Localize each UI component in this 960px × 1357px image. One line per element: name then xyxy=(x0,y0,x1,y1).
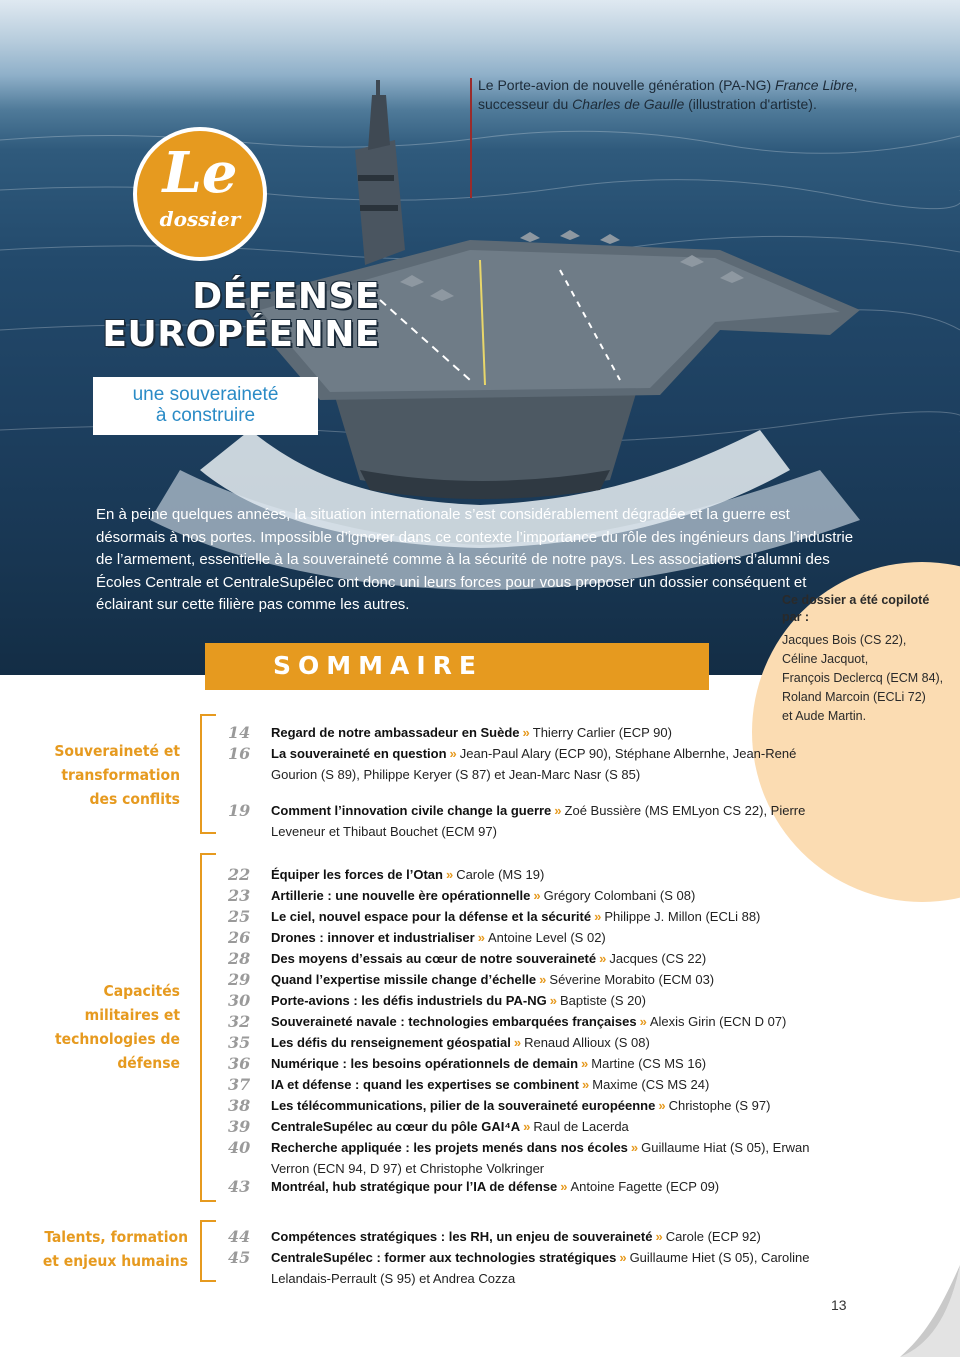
entry-authors: Christophe (S 97) xyxy=(668,1098,771,1113)
entry-authors: Antoine Fagette (ECP 09) xyxy=(570,1179,720,1194)
entry-authors: Guillaume Hiet (S 05), Caroline Lelandais-Perrault (S 95) et Andrea Cozza xyxy=(271,1250,810,1286)
entry-authors: Guillaume Hiat (S 05), Erwan Verron (ECN 94, D 97) et Christophe Volkringer xyxy=(271,1140,810,1176)
chevron-right-icon: » xyxy=(655,1229,663,1244)
entry-title: Équiper les forces de l’Otan xyxy=(271,867,443,882)
entry-text xyxy=(271,1137,831,1179)
copilot-box xyxy=(782,592,952,726)
entry-title: Numérique : les besoins opérationnels de demain xyxy=(271,1056,579,1071)
chevron-right-icon: » xyxy=(599,951,607,966)
entry-text xyxy=(271,1176,831,1197)
section-label-talents: Talents, formation et enjeux humains xyxy=(42,1228,188,1270)
entry-title: CentraleSupélec : former aux technologies stratégiques xyxy=(271,1250,617,1265)
entry-page-number: 38 xyxy=(228,1096,251,1115)
entry-authors: Alexis Girin (ECN D 07) xyxy=(649,1014,787,1029)
entry-text xyxy=(271,800,831,842)
entry-authors: Zoé Bussière (MS EMLyon CS 22), Pierre Leveneur et Thibaut Bouchet (ECM 97) xyxy=(271,803,806,839)
chevron-right-icon: » xyxy=(658,1098,666,1113)
chevron-right-icon: » xyxy=(539,972,547,987)
entry-text xyxy=(271,990,831,1011)
subtitle-line-1: une souveraineté xyxy=(132,384,279,405)
entry-authors: Jacques (CS 22) xyxy=(609,951,707,966)
subtitle-line-2: à construire xyxy=(155,405,256,426)
entry-authors: Martine (CS MS 16) xyxy=(591,1056,707,1071)
title-line-2: EUROPÉENNE xyxy=(102,314,380,355)
chevron-right-icon: » xyxy=(639,1014,647,1029)
chevron-right-icon: » xyxy=(445,867,454,882)
entry-title: CentraleSupélec au cœur du pôle GAI⁴A xyxy=(271,1119,521,1134)
entry-authors: Maxime (CS MS 24) xyxy=(592,1077,710,1092)
entry-text xyxy=(271,927,831,948)
entry-text xyxy=(271,722,831,743)
copilot-name: François Declercq (ECM 84), xyxy=(782,671,944,685)
entry-authors: Renaud Allioux (S 08) xyxy=(524,1035,650,1050)
entry-authors: Raul de Lacerda xyxy=(533,1119,629,1134)
copilot-heading: Ce dossier a été copiloté par : xyxy=(782,593,930,624)
entry-authors: Baptiste (S 20) xyxy=(559,993,646,1008)
entry-text xyxy=(271,1095,831,1116)
entry-text xyxy=(271,864,831,885)
entry-page-number: 40 xyxy=(228,1138,251,1157)
entry-text xyxy=(271,1032,831,1053)
chevron-right-icon: » xyxy=(554,803,562,818)
entry-title: Porte-avions : les défis industriels du PA-NG xyxy=(271,993,547,1008)
entry-text xyxy=(271,743,831,785)
entry-authors: Jean-Paul Alary (ECP 90), Stéphane Albernhe, Jean-René Gourion (S 89), Philippe Keryer (S 87) et Jean-Marc Nasr (S 85) xyxy=(271,746,797,782)
chevron-right-icon: » xyxy=(522,725,530,740)
entry-page-number: 23 xyxy=(228,886,251,905)
entry-page-number: 26 xyxy=(228,928,251,947)
dossier-title xyxy=(40,278,380,354)
copilot-name: Céline Jacquot, xyxy=(782,652,869,666)
section-label-capacites: Capacités militaires et technologies de défense xyxy=(54,982,180,1072)
entry-title: Regard de notre ambassadeur en Suède xyxy=(271,725,520,740)
entry-title: Quand l’expertise missile change d’échelle xyxy=(271,972,537,987)
entry-page-number: 45 xyxy=(228,1248,251,1267)
chevron-right-icon: » xyxy=(523,1119,531,1134)
chevron-right-icon: » xyxy=(477,930,485,945)
entry-page-number: 44 xyxy=(228,1227,251,1246)
chevron-right-icon: » xyxy=(549,993,557,1008)
entry-title: Souveraineté navale : technologies embarquées françaises xyxy=(271,1014,637,1029)
section-bracket xyxy=(200,1220,216,1282)
badge-dossier: dossier xyxy=(159,207,241,231)
entry-page-number: 37 xyxy=(228,1075,251,1094)
entry-page-number: 25 xyxy=(228,907,251,926)
chevron-right-icon: » xyxy=(582,1077,590,1092)
page-curl-decoration xyxy=(880,1265,960,1357)
entry-text xyxy=(271,1053,831,1074)
entry-title: Les télécommunications, pilier de la souveraineté européenne xyxy=(271,1098,656,1113)
entry-page-number: 22 xyxy=(228,865,251,884)
entry-page-number: 39 xyxy=(228,1117,251,1136)
entry-page-number: 19 xyxy=(228,801,251,820)
entry-title: Les défis du renseignement géospatial xyxy=(271,1035,511,1050)
chevron-right-icon: » xyxy=(533,888,541,903)
entry-title: Artillerie : une nouvelle ère opérationnelle xyxy=(271,888,531,903)
entry-title: IA et défense : quand les expertises se combinent xyxy=(271,1077,580,1092)
entry-page-number: 36 xyxy=(228,1054,251,1073)
entry-text xyxy=(271,906,831,927)
badge-le: Le xyxy=(162,140,238,206)
section-label-souverainete: Souveraineté et transformation des conflits xyxy=(54,742,180,808)
entry-authors: Séverine Morabito (ECM 03) xyxy=(549,972,715,987)
entry-authors: Antoine Level (S 02) xyxy=(487,930,606,945)
entry-title: Le ciel, nouvel espace pour la défense et la sécurité xyxy=(271,909,592,924)
entry-authors: Thierry Carlier (ECP 90) xyxy=(532,725,672,740)
entry-text xyxy=(271,885,831,906)
copilot-name: Jacques Bois (CS 22), xyxy=(782,633,907,647)
section-bracket xyxy=(200,853,216,1202)
entry-page-number: 29 xyxy=(228,970,251,989)
copilot-name: Roland Marcoin (ECLi 72) xyxy=(782,690,926,704)
entry-text xyxy=(271,948,831,969)
entry-title: Compétences stratégiques : les RH, un enjeu de souveraineté xyxy=(271,1229,653,1244)
chevron-right-icon: » xyxy=(594,909,602,924)
chevron-right-icon: » xyxy=(619,1250,627,1265)
image-caption: Le Porte-avion de nouvelle génération (PA-NG) France Libre, successeur du Charles de Gaulle (illustration d'artiste). xyxy=(478,77,858,112)
entry-page-number: 30 xyxy=(228,991,251,1010)
entry-text xyxy=(271,1247,831,1289)
entry-page-number: 14 xyxy=(228,723,251,742)
entry-title: Des moyens d’essais au cœur de notre souveraineté xyxy=(271,951,597,966)
dossier-badge xyxy=(133,127,267,261)
chevron-right-icon: » xyxy=(560,1179,568,1194)
intro-paragraph: En à peine quelques années, la situation internationale s’est considérablement dégradée et la guerre est désormais à nos portes. Impossible d’ignorer dans ce contexte l’importance du rôle des ingénieurs dans l’industrie de l’armement, essentielle à la souveraineté comme à la sécurité de notre pays. Les associations d’alumni des Écoles Centrale et CentraleSupélec ont donc uni leurs forces pour vous proposer un dossier conséquent et éclairant sur cette filière pas comme les autres. xyxy=(96,506,854,613)
caption-rule xyxy=(470,78,472,198)
entry-title: Montréal, hub stratégique pour l’IA de défense xyxy=(271,1179,558,1194)
entry-title: Drones : innover et industrialiser xyxy=(271,930,475,945)
entry-text xyxy=(271,1074,831,1095)
entry-page-number: 28 xyxy=(228,949,251,968)
entry-title: La souveraineté en question xyxy=(271,746,447,761)
title-line-1: DÉFENSE xyxy=(192,276,380,317)
entry-page-number: 32 xyxy=(228,1012,251,1031)
entry-text xyxy=(271,1116,831,1137)
chevron-right-icon: » xyxy=(449,746,457,761)
entry-authors: Carole (MS 19) xyxy=(456,867,545,882)
entry-title: Comment l’innovation civile change la guerre xyxy=(271,803,552,818)
entry-text xyxy=(271,969,831,990)
entry-title: Recherche appliquée : les projets menés dans nos écoles xyxy=(271,1140,628,1155)
chevron-right-icon: » xyxy=(513,1035,522,1050)
entry-authors: Philippe J. Millon (ECLi 88) xyxy=(604,909,761,924)
dossier-subtitle xyxy=(93,377,318,435)
chevron-right-icon: » xyxy=(581,1056,589,1071)
entry-authors: Grégory Colombani (S 08) xyxy=(543,888,696,903)
entry-text xyxy=(271,1011,831,1032)
chevron-right-icon: » xyxy=(630,1140,639,1155)
sommaire-heading xyxy=(205,643,709,690)
entry-page-number: 43 xyxy=(228,1177,251,1196)
page-number: 13 xyxy=(831,1297,847,1313)
copilot-name: et Aude Martin. xyxy=(782,709,867,723)
entry-authors: Carole (ECP 92) xyxy=(665,1229,761,1244)
entry-page-number: 35 xyxy=(228,1033,251,1052)
section-bracket xyxy=(200,714,216,834)
entry-page-number: 16 xyxy=(228,744,251,763)
sommaire-label: SOMMAIRE xyxy=(273,651,483,680)
entry-text xyxy=(271,1226,831,1247)
